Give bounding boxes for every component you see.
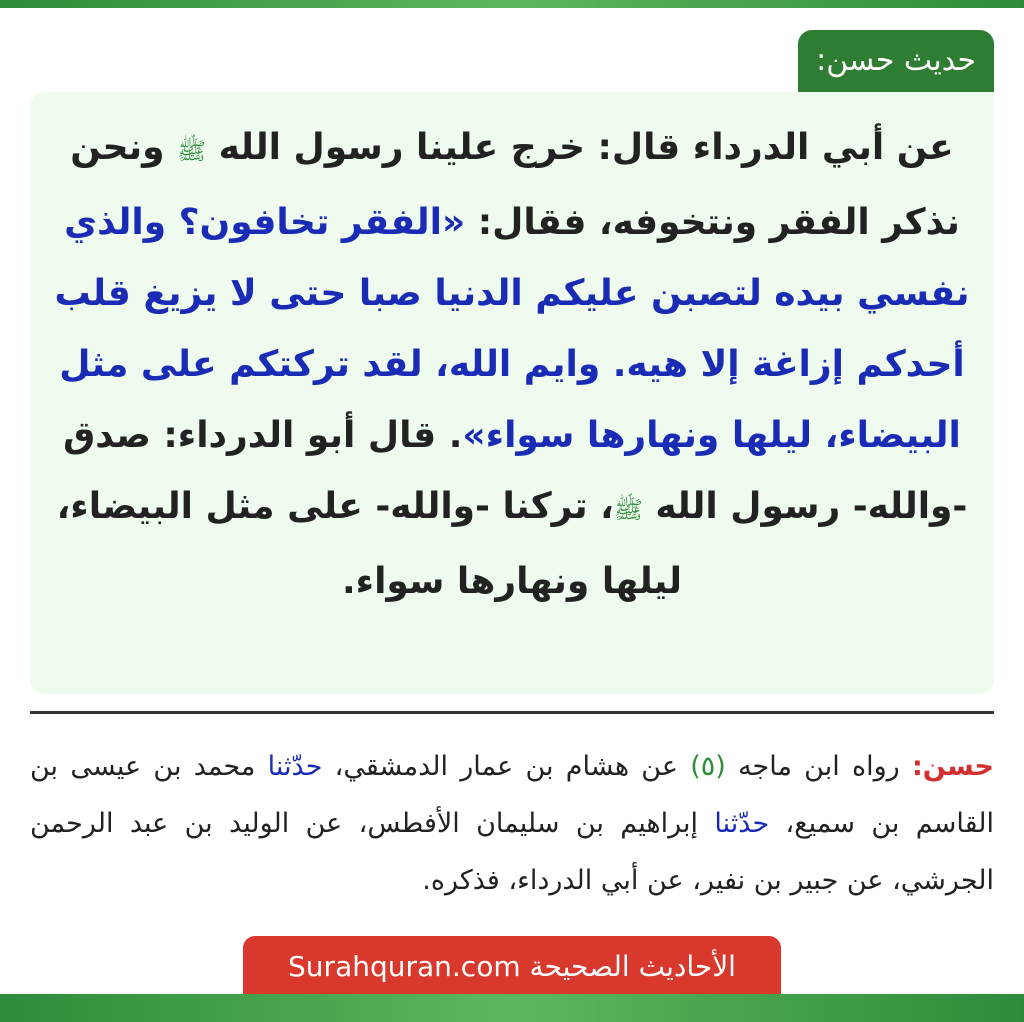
- haddathana-1: حدّثنا: [267, 751, 323, 782]
- note-text-1: رواه ابن ماجه: [725, 751, 912, 782]
- honorific-icon: ﷺ: [177, 137, 207, 165]
- haddathana-2: حدّثنا: [714, 808, 770, 839]
- note-text-3: محمد بن عيسى بن القاسم بن سميع،: [30, 751, 994, 839]
- hadith-box: [30, 92, 994, 694]
- honorific-icon-2: ﷺ: [613, 496, 643, 524]
- hadith-number: (٥): [690, 751, 726, 782]
- hadith-text: [44, 112, 980, 617]
- hadith-part-5: ليلها ونهارها سواء.: [341, 561, 683, 602]
- hadith-part-4: ، تركنا -والله- على مثل البيضاء،: [56, 486, 614, 527]
- hadith-part-2: ونحن نذكر الفقر ونتخوفه، فقال:: [70, 127, 960, 243]
- site-footer-badge[interactable]: الأحاديث الصحيحة Surahquran.com: [243, 936, 781, 996]
- takhrij-note: [30, 738, 994, 909]
- hadith-part-1: عن أبي الدرداء قال: خرج علينا رسول الله: [206, 127, 954, 168]
- bottom-accent-bar: [0, 994, 1024, 1022]
- note-text-4: إبراهيم بن سليمان الأفطس، عن الوليد بن عبد الرحمن الجرشي، عن جبير بن نفير، عن أبي الدرداء، فذكره.: [30, 808, 994, 896]
- section-divider: [30, 711, 994, 714]
- hadith-part-3: . قال أبو الدرداء: صدق -والله- رسول الله: [63, 415, 968, 527]
- note-text-2: عن هشام بن عمار الدمشقي،: [322, 751, 691, 782]
- grade-label: حسن:: [911, 751, 994, 782]
- prophet-quote: «الفقر تخافون؟ والذي نفسي بيده لتصبن عليكم الدنيا صبا حتى لا يزيغ قلب أحدكم إزاغة إلا هيه. وايم الله، لقد تركتكم على مثل البيضاء، ليلها ونهارها سواء»: [54, 202, 970, 456]
- hadith-grade-label: حديث حسن:: [798, 30, 994, 92]
- top-accent-bar: [0, 0, 1024, 8]
